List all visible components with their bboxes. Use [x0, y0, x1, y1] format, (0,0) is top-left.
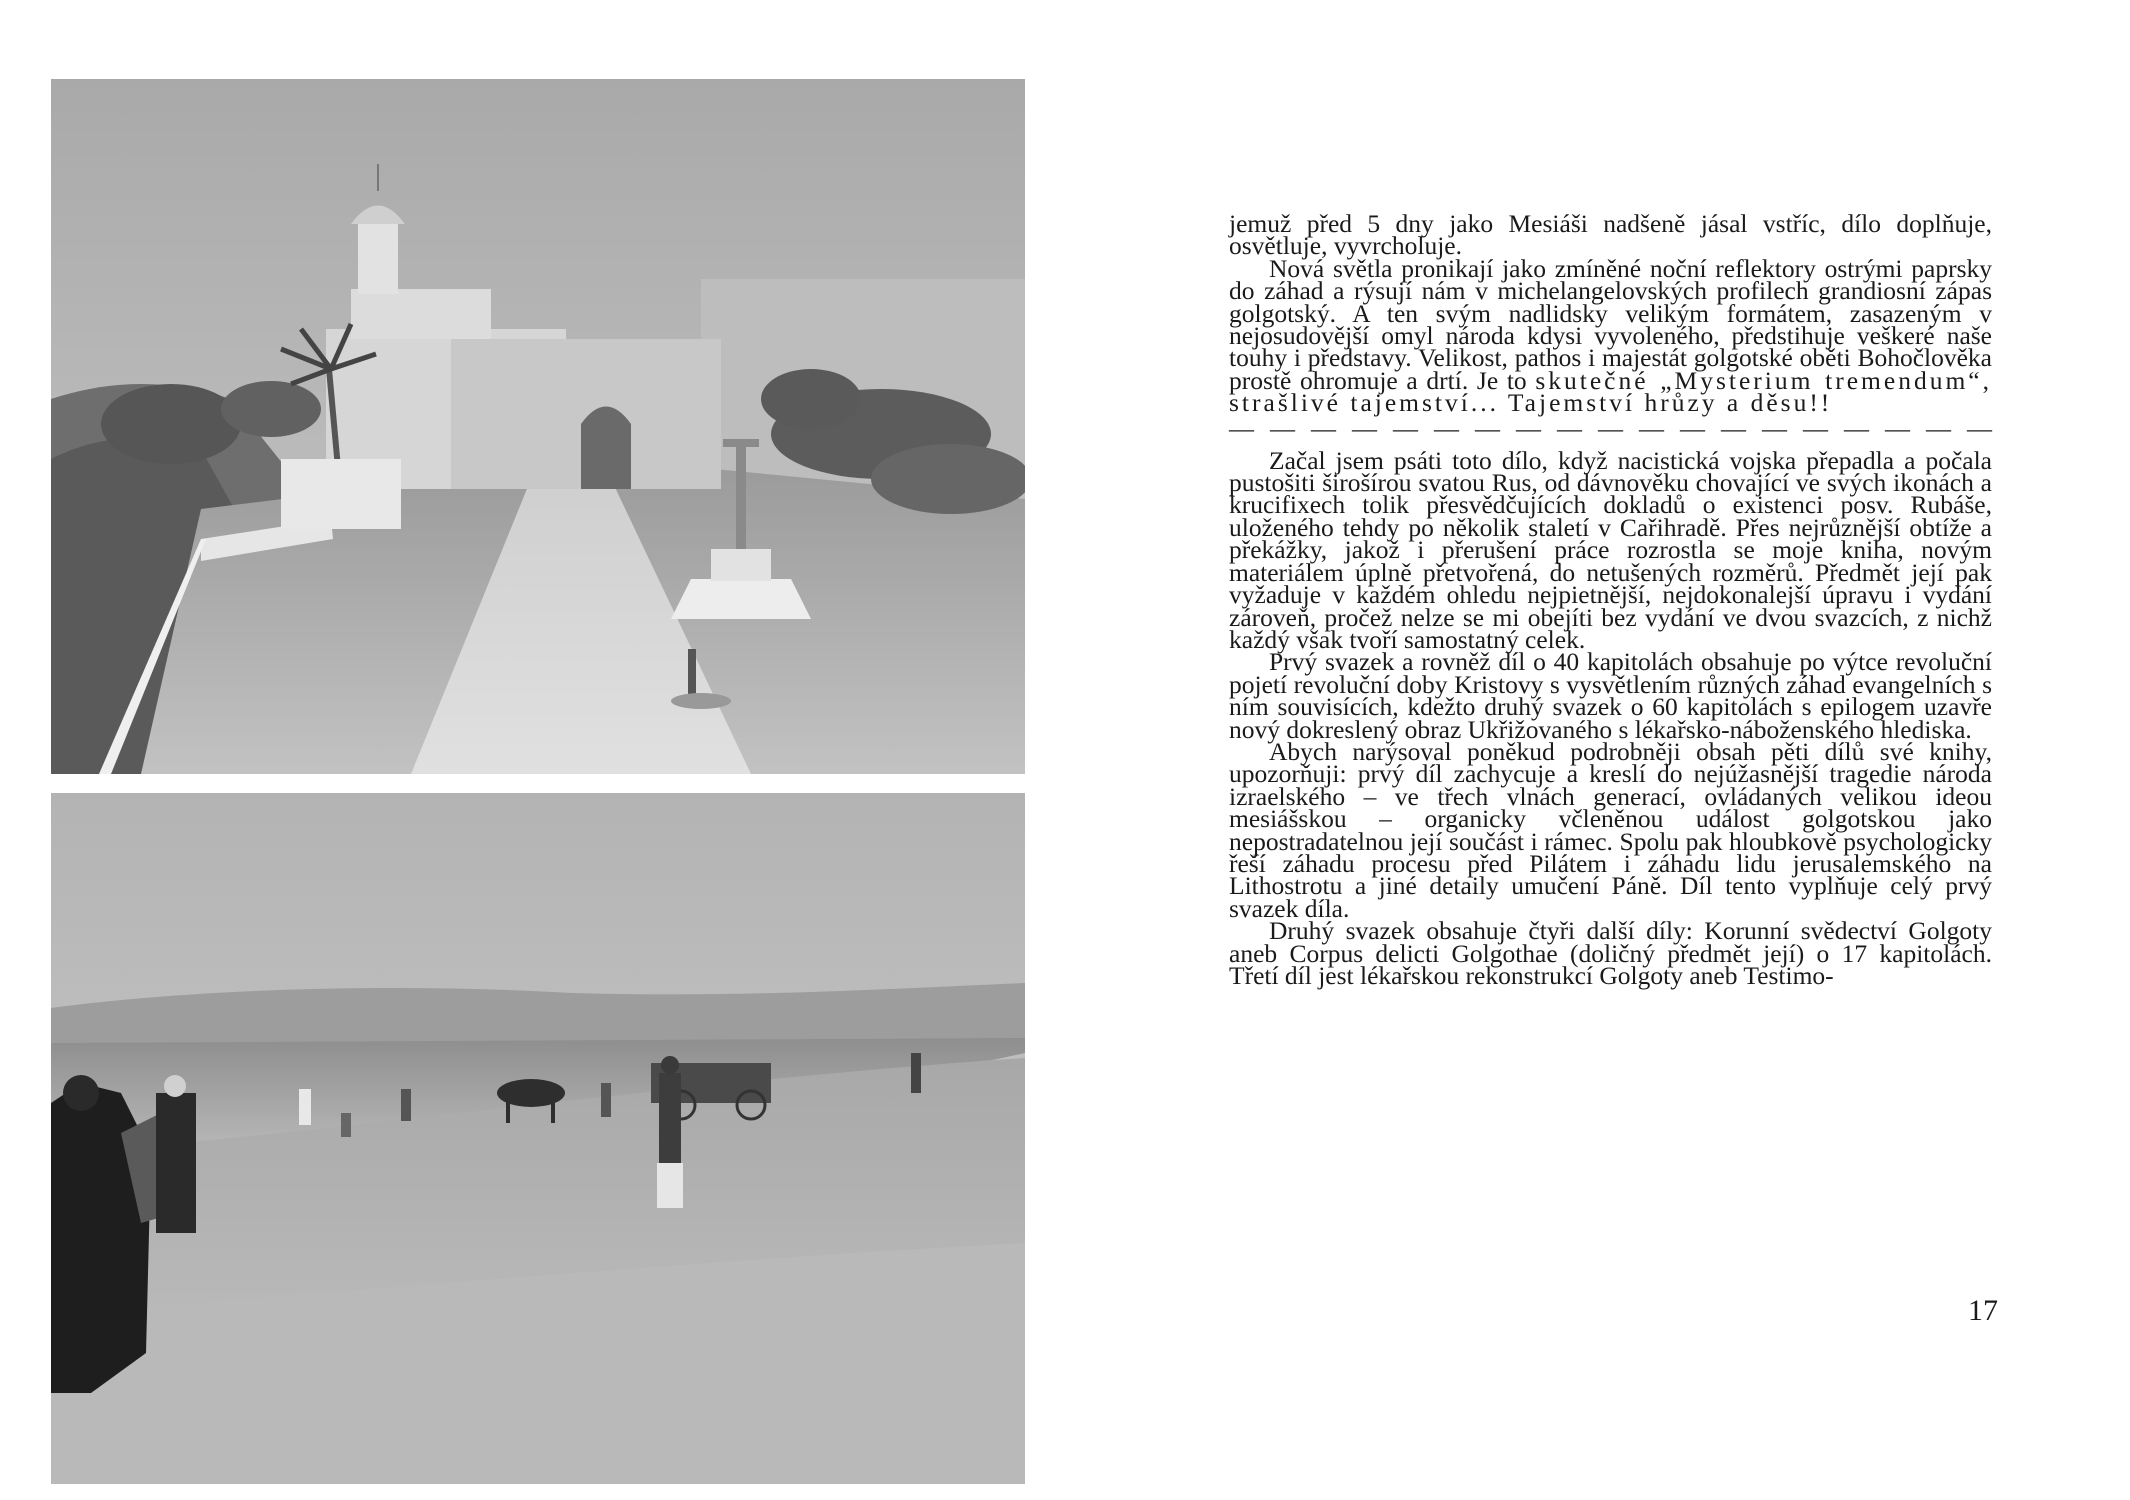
- paragraph-6: Druhý svazek obsahuje čtyři další díly: Korunní svědectví Golgoty aneb Corpus delicti Golgothae (doličný předmět její) o 17 kapitolách. Třetí díl jest lékařskou rekonstrukcí Golgoty aneb Testimo-: [1229, 916, 1992, 990]
- paragraph-1: jemuž před 5 dny jako Mesiáši nadšeně jásal vstříc, dílo doplňuje, osvětluje, vyvrcholuje.: [1229, 209, 1992, 261]
- hilltop-chapel-photograph: [51, 79, 1025, 774]
- paragraph-4: Prvý svazek a rovněž díl o 40 kapitolách obsahuje po výtce revoluční pojetí revoluční doby Kristovy s vysvětlením různých záhad evangelních s ním souvisících, kdežto druhý svazek o 60 kapitolách s epilogem uzavře nový dokreslený obraz Ukřižovaného s lékařsko-náboženského hlediska.: [1229, 647, 1992, 744]
- paragraph-2-text: Nová světla pronikají jako zmíněné noční reflektory ostrými paprsky do záhad a rýsují nám v michelangelovských profilech grandiosní zápas golgotský. A ten svým nadlidsky velikým formátem, zasazeným v nejosudovější omyl národa kdysi vyvoleného, předstihuje veškeré naše touhy i představy. Velikost, pathos i majestát golgotské oběti Bohočlověka prostě ohromuje a drtí. Je to: [1229, 253, 1992, 395]
- paragraph-3: Začal jsem psáti toto dílo, když nacistická vojska přepadla a počala pustošiti širošírou svatou Rus, od dávnověku chovající ve svých ikonách a krucifixech tolik přesvědčujících dokladů o existenci posv. Rubáše, uloženého tehdy po několik staletí v Cařihradě. Přes nejrůznější obtíže a překážky, jakož i přerušení práce rozrostla se moje kniha, novým materiálem úplně přetvořená, do netušených rozměrů. Předmět její pak vyžaduje v každém ohledu nejpietnější, nejdokonalejší úpravu i vydání zároveň, pročež nelze se mi obejíti bez vydání ve dvou svazcích, z nichž každý však tvoří samostatný celek.: [1229, 445, 1992, 654]
- paragraph-2: [1229, 253, 1992, 418]
- paragraph-2-spaced-text: skutečné „Mysterium tremendum“, strašlivé tajemství... Tajemství hrůzy a děsu!!: [1229, 365, 1992, 418]
- paragraph-5: Abych narýsoval poněkud podrobněji obsah pěti dílů své knihy, upozorňuji: prvý díl zachycuje a kreslí do nejúžasnější tragedie národa izraelského – ve třech vlnách generací, ovládaných velikou ideou mesiášskou – organicky včleněnou událost golgotskou jako nepostradatelnou její součást i rámec. Spolu pak hloubkově psychologicky řeší záhadu procesu před Pilátem i záhadu lidu jerusalemského na Lithostrotu a jiné detaily umučení Páně. Díl tento vyplňuje celý prvý svazek díla.: [1229, 736, 1992, 923]
- dash-divider: — — — — — — — — — — — — — — — — — — —: [1229, 415, 1992, 443]
- page-number: 17: [1968, 1294, 1998, 1327]
- body-text-column: [1229, 209, 1992, 990]
- lakeshore-beach-photograph: [51, 793, 1025, 1484]
